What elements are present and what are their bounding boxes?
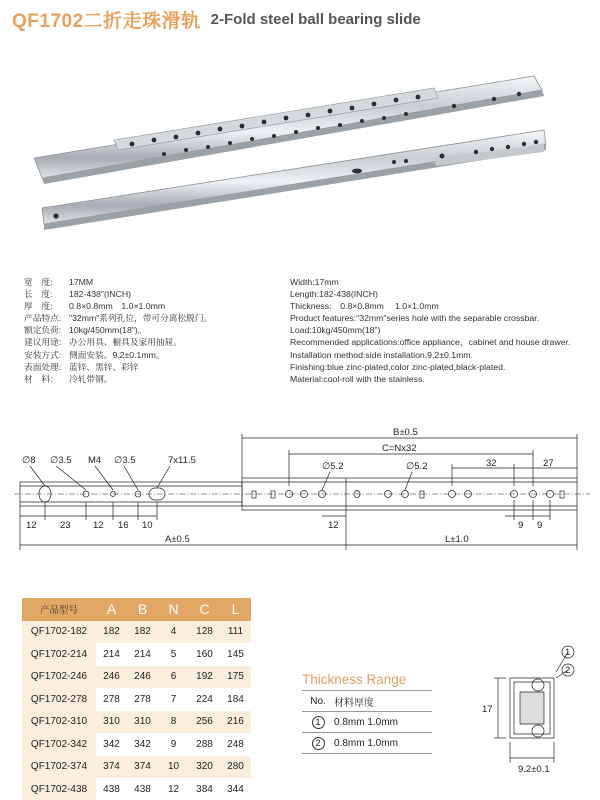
dim-hole-5-2-a: ∅5.2 [322, 461, 344, 472]
spec-row: 材 料: 冷轧带钢。 [24, 373, 113, 384]
specs-english [290, 276, 590, 385]
title-main: QF1702二折走珠滑轨 [12, 10, 201, 32]
dim-10: 10 [142, 520, 153, 531]
spec-row: Length:182-438(INCH) [290, 289, 378, 300]
col-l: L [220, 598, 251, 621]
dim-12-b: 12 [93, 520, 104, 531]
spec-row: Thickness: 0.8×0.8mm 1.0×1.0mm [290, 301, 439, 312]
dim-a: A±0.5 [165, 534, 190, 545]
table-row: QF1702-182 182 182 4 128 111 [22, 621, 251, 644]
specs-chinese [24, 276, 279, 385]
spec-row: 厚 度: 0.8×0.8mm 1.0×1.0mm [24, 301, 166, 312]
dim-thread-m4: M4 [88, 455, 102, 466]
table-row: QF1702-438 438 438 12 384 344 [22, 778, 251, 800]
dim-hole-5-2-b: ∅5.2 [406, 461, 428, 472]
col-a: A [96, 598, 127, 621]
thickness-row: 2 0.8mm 1.0mm [302, 733, 432, 754]
spec-row: 额定负荷: 10kg/450mm(18")。 [24, 325, 147, 336]
table-row: QF1702-278 278 278 7 224 184 [22, 688, 251, 711]
spec-row: Installation method:side installation.9.2±0.1mm. [290, 349, 473, 360]
thickness-row: 1 0.8mm 1.0mm [302, 712, 432, 733]
dim-23: 23 [60, 520, 71, 531]
dim-16: 16 [118, 520, 129, 531]
col-model: 产品型号 [22, 598, 96, 621]
dim-hole-8: ∅8 [22, 455, 36, 466]
spec-row: Product features:"32mm"series hole with the separable crossbar. [290, 313, 540, 324]
thickness-table [302, 690, 432, 754]
dim-slot: 7x11.5 [168, 455, 196, 466]
spec-row: 宽 度: 17MM [24, 277, 94, 287]
title-english: 2-Fold steel ball bearing slide [210, 10, 421, 28]
dim-hole-3-5-a: ∅3.5 [50, 455, 72, 466]
dim-9-a: 9 [518, 520, 524, 531]
spec-row: Material:cool-roll with the stainless. [290, 373, 425, 384]
col-n: N [158, 598, 189, 621]
spec-row: 安装方式: 侧面安装。9.2±0.1mm。 [24, 349, 165, 360]
thickness-range [302, 672, 432, 754]
section-callout-2: 2 [565, 665, 571, 676]
table-row: QF1702-342 342 342 9 288 248 [22, 733, 251, 756]
slide-photo [14, 58, 554, 248]
table-row: QF1702-374 374 374 10 320 280 [22, 756, 251, 779]
page-title [12, 6, 421, 32]
table-row: QF1702-214 214 214 5 160 145 [22, 643, 251, 666]
dim-end-27: 27 [543, 458, 554, 469]
cross-section-drawing [470, 638, 590, 788]
thickness-title: Thickness Range [302, 672, 407, 687]
spec-row: Load:10kg/450mm(18") [290, 325, 381, 336]
dim-b: B±0.5 [393, 427, 418, 438]
spec-row: 长 度: 182-438"(INCH) [24, 289, 131, 300]
dim-12-a: 12 [26, 520, 37, 531]
dim-hole-3-5-b: ∅3.5 [114, 455, 136, 466]
spec-row: 建议用途: 办公用具、橱具及家用抽屉。 [24, 337, 182, 348]
section-width: 9.2±0.1 [518, 764, 550, 775]
technical-drawing [0, 420, 600, 555]
section-height: 17 [482, 704, 493, 715]
thickness-header-row: No. 材料厚度 [302, 691, 432, 712]
col-c: C [189, 598, 220, 621]
col-b: B [127, 598, 158, 621]
spec-row: Width:17mm [290, 277, 339, 287]
section-callout-1: 1 [565, 647, 571, 658]
model-table [22, 598, 251, 800]
number-circle: 2 [312, 737, 325, 750]
dim-12-c: 12 [328, 520, 339, 531]
table-row: QF1702-310 310 310 8 256 216 [22, 711, 251, 734]
spec-row: 产品特点: "32mm"系列孔位，带可分离松脱门。 [24, 313, 213, 324]
table-header-row [22, 598, 251, 621]
dim-l: L±1.0 [445, 534, 469, 545]
spec-row: Finishing:blue zinc-plated,color zinc-plated,black-plated. [290, 361, 506, 372]
dim-pitch-32: 32 [486, 458, 497, 469]
spec-row: Recommended applications:office appliance，cabinet and house drawer. [290, 337, 571, 348]
dim-9-b: 9 [537, 520, 543, 531]
spec-row: 表面处理: 蓝锌、黑锌、彩锌 [24, 361, 139, 372]
table-row: QF1702-246 246 246 6 192 175 [22, 666, 251, 689]
dim-c: C=Nx32 [382, 443, 417, 454]
number-circle: 1 [312, 716, 325, 729]
